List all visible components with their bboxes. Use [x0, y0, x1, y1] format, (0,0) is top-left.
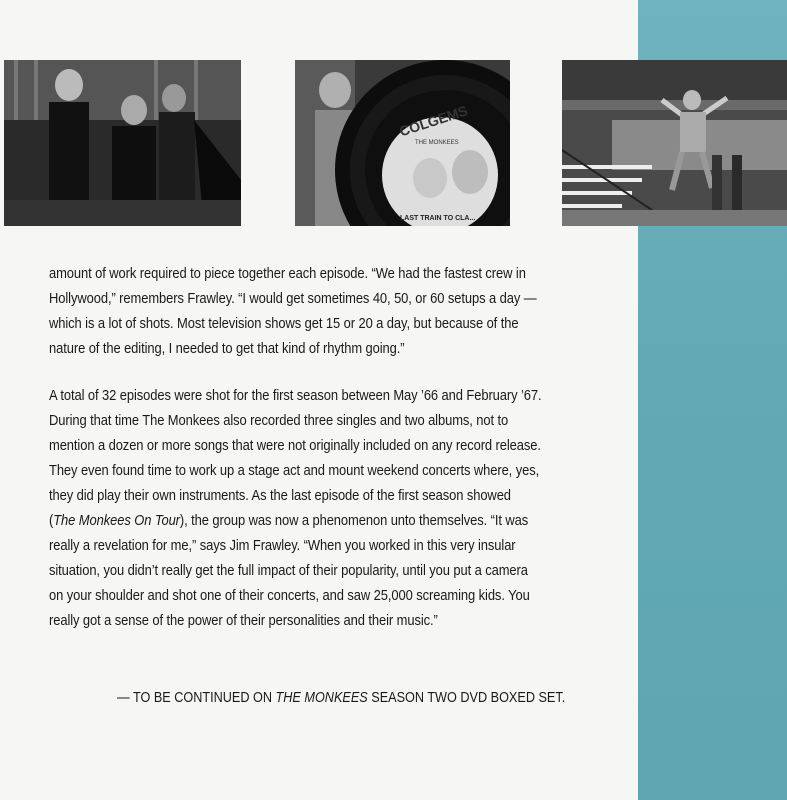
text-line: situation, you didn’t really get the full impact of their popularity, until you put a camera: [49, 563, 528, 579]
record-label-photo: [295, 60, 510, 226]
text-line-open: (: [49, 513, 54, 529]
label-band-text: THE MONKEES: [415, 140, 459, 146]
closing-suffix: SEASON TWO DVD BOXED SET.: [367, 690, 566, 706]
label-colgems-text: COLGEMS: [397, 102, 470, 140]
text-line: They even found time to work up a stage act and mount weekend concerts where, yes,: [49, 463, 540, 479]
text-line: mention a dozen or more songs that were not originally included on any record release.: [49, 438, 541, 454]
text-line: they did play their own instruments. As the last episode of the first season showed: [49, 488, 511, 504]
to-be-continued-line: [117, 690, 565, 706]
episode-title: The Monkees On Tour: [53, 513, 180, 529]
text-line: nature of the editing, I needed to get that kind of rhythm going.”: [49, 341, 405, 357]
closing-prefix: — TO BE CONTINUED ON: [117, 690, 276, 706]
stage-jump-photo: [562, 60, 787, 226]
text-line: really a revelation for me,” says Jim Frawley. “When you worked in this very insular: [49, 538, 516, 554]
article-body: [49, 262, 634, 656]
text-line: Hollywood,” remembers Frawley. “I would get sometimes 40, 50, or 60 setups a day —: [49, 291, 537, 307]
text-line: on your shoulder and shot one of their concerts, and saw 25,000 screaming kids. You: [49, 588, 530, 604]
text-line: A total of 32 episodes were shot for the first season between May ’66 and February ’67.: [49, 388, 542, 404]
paragraph-first-season: [49, 384, 634, 634]
text-line: amount of work required to piece together each episode. “We had the fastest crew in: [49, 266, 526, 282]
text-line: really got a sense of the power of their personalities and their music.”: [49, 613, 438, 629]
costumed-band-photo: [4, 60, 241, 226]
label-song-text: LAST TRAIN TO CLA...: [400, 215, 476, 222]
text-line: which is a lot of shots. Most television shows get 15 or 20 a day, but because of the: [49, 316, 519, 332]
paragraph-frawley-quote: [49, 262, 634, 362]
text-line: During that time The Monkees also recorded three singles and two albums, not to: [49, 413, 509, 429]
closing-show-title: THE MONKEES: [275, 690, 368, 706]
text-line-rest: ), the group was now a phenomenon unto themselves. “It was: [179, 513, 529, 529]
